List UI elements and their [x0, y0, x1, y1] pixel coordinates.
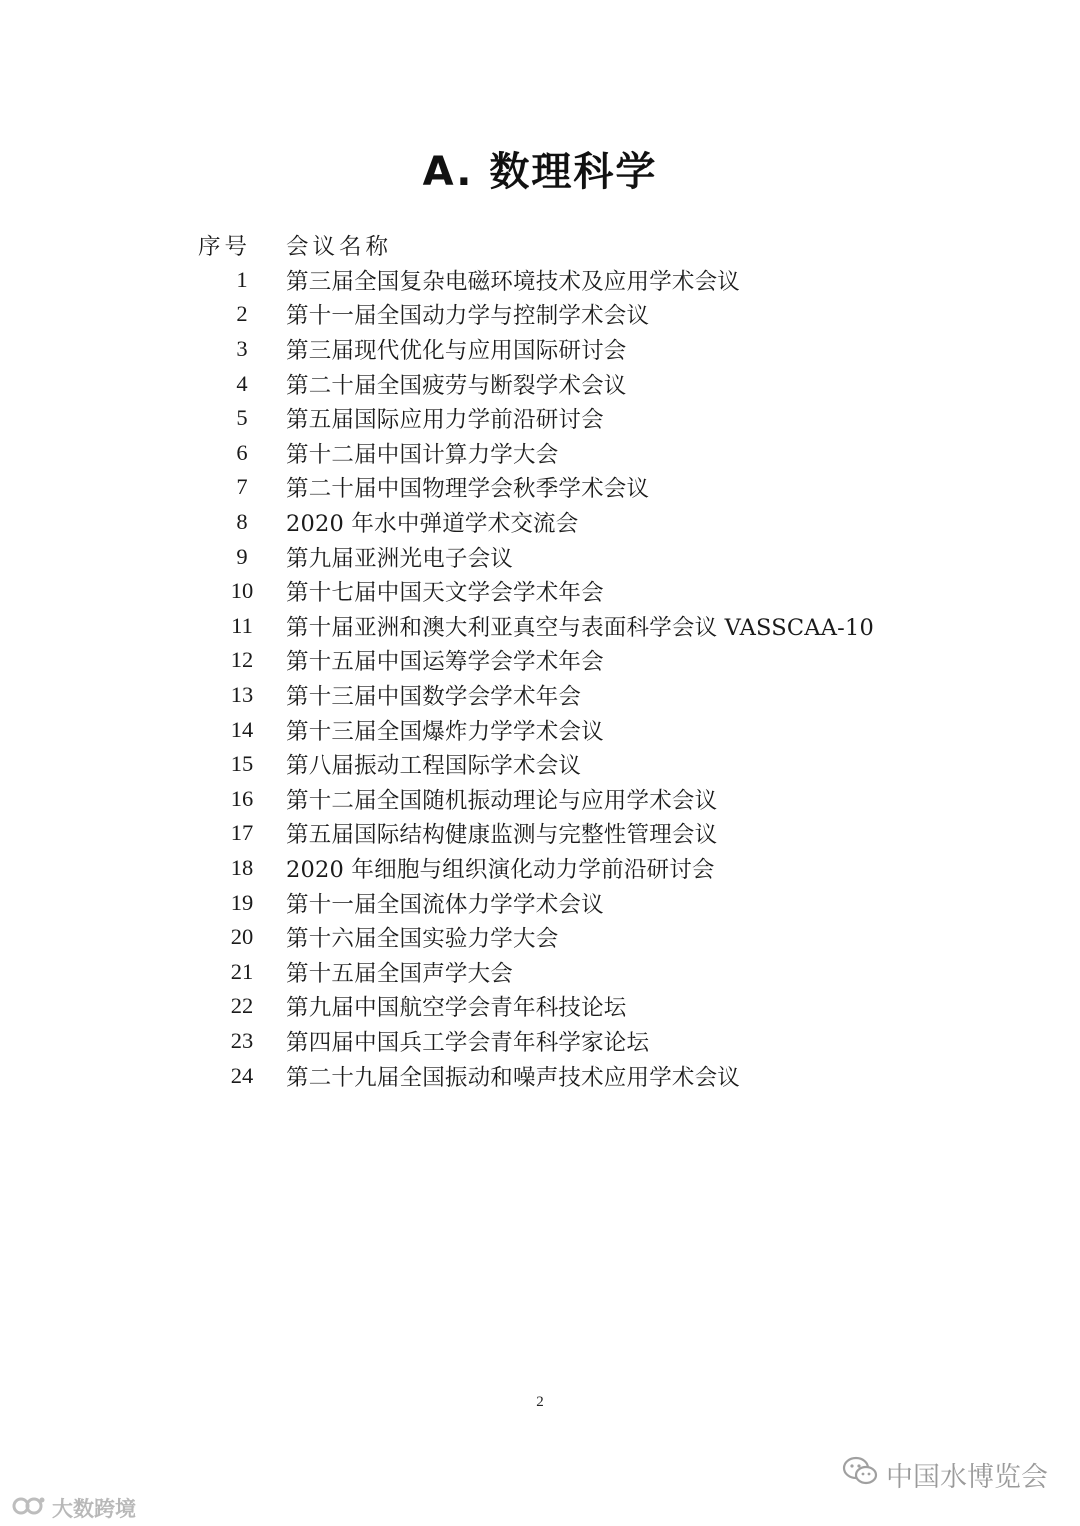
table-row	[198, 920, 958, 955]
conference-name: 第九届中国航空学会青年科技论坛	[286, 995, 627, 1022]
row-index: 24	[230, 1062, 254, 1088]
row-index: 1	[236, 266, 248, 292]
table-row	[198, 263, 958, 298]
conference-name: 第十五届全国声学大会	[286, 960, 514, 987]
table-row	[198, 712, 958, 747]
row-index: 5	[236, 405, 248, 431]
row-index: 13	[230, 682, 254, 708]
conference-name: 第十三届全国爆炸力学学术会议	[286, 718, 604, 745]
row-index: 2	[236, 301, 248, 327]
table-row	[198, 539, 958, 574]
table-row	[198, 989, 958, 1024]
logo-icon	[12, 1495, 46, 1522]
table-row	[198, 782, 958, 817]
row-index: 19	[230, 889, 254, 915]
conference-name: 第十七届中国天文学会学术年会	[286, 580, 604, 607]
conference-name: 第二十届中国物理学会秋季学术会议	[286, 476, 650, 503]
row-index: 20	[230, 924, 254, 950]
conference-name: 第五届国际应用力学前沿研讨会	[286, 407, 604, 434]
table-row	[198, 643, 958, 678]
conference-name: 第十五届中国运筹学会学术年会	[286, 649, 604, 676]
table-header	[198, 228, 958, 263]
conference-name: 第十届亚洲和澳大利亚真空与表面科学会议 VASSCAA-10	[286, 614, 875, 641]
row-index: 6	[236, 439, 248, 465]
conference-name: 2020 年水中弹道学术交流会	[286, 511, 579, 538]
conference-name: 第三届全国复杂电磁环境技术及应用学术会议	[286, 268, 741, 295]
table-row	[198, 574, 958, 609]
watermark-right	[842, 1455, 1048, 1494]
conference-name: 2020 年细胞与组织演化动力学前沿研讨会	[286, 856, 715, 883]
watermark-right-text: 中国水博览会	[886, 1462, 1048, 1493]
conference-name: 第十一届全国流体力学学术会议	[286, 891, 604, 918]
table-body	[198, 263, 958, 1093]
row-index: 21	[230, 958, 254, 984]
row-index: 4	[236, 370, 248, 396]
row-index: 17	[230, 820, 254, 846]
row-index: 8	[236, 509, 248, 535]
conference-name: 第八届振动工程国际学术会议	[286, 753, 582, 780]
page-title: A. 数理科学	[422, 149, 658, 195]
table-row	[198, 401, 958, 436]
table-row	[198, 678, 958, 713]
conference-name: 第十六届全国实验力学大会	[286, 926, 559, 953]
conference-name: 第五届国际结构健康监测与完整性管理会议	[286, 822, 718, 849]
row-index: 18	[230, 854, 254, 880]
conference-name: 第十一届全国动力学与控制学术会议	[286, 303, 650, 330]
conference-name: 第二十九届全国振动和噪声技术应用学术会议	[286, 1064, 741, 1091]
table-row	[198, 505, 958, 540]
conference-name: 第九届亚洲光电子会议	[286, 545, 514, 572]
table-row	[198, 297, 958, 332]
row-index: 22	[230, 993, 254, 1019]
conference-name: 第十三届中国数学会学术年会	[286, 684, 582, 711]
row-index: 14	[230, 716, 254, 742]
row-index: 12	[230, 647, 254, 673]
header-name: 会议名称	[286, 234, 393, 261]
table-row	[198, 747, 958, 782]
table-row	[198, 1024, 958, 1059]
table-row	[198, 816, 958, 851]
table-row	[198, 470, 958, 505]
watermark-left-text: 大数跨境	[52, 1497, 136, 1521]
watermark-left	[12, 1493, 136, 1523]
wechat-icon	[842, 1456, 878, 1493]
conference-name: 第十二届全国随机振动理论与应用学术会议	[286, 787, 718, 814]
conference-name: 第十二届中国计算力学大会	[286, 441, 559, 468]
row-index: 9	[236, 543, 248, 569]
row-index: 23	[230, 1027, 254, 1053]
conference-name: 第四届中国兵工学会青年科学家论坛	[286, 1029, 650, 1056]
table-row	[198, 954, 958, 989]
table-row	[198, 885, 958, 920]
row-index: 11	[231, 612, 253, 638]
row-index: 15	[230, 751, 254, 777]
table-row	[198, 436, 958, 471]
conference-name: 第三届现代优化与应用国际研讨会	[286, 338, 627, 365]
table-row	[198, 1058, 958, 1093]
conference-name: 第二十届全国疲劳与断裂学术会议	[286, 372, 627, 399]
conference-table	[198, 228, 958, 1093]
header-index: 序号	[198, 234, 252, 260]
row-index: 3	[236, 336, 248, 362]
row-index: 7	[236, 474, 248, 500]
row-index: 16	[230, 785, 254, 811]
page-number: 2	[536, 1394, 544, 1410]
table-row	[198, 366, 958, 401]
table-row	[198, 851, 958, 886]
row-index: 10	[230, 578, 254, 604]
table-row	[198, 332, 958, 367]
table-row	[198, 609, 958, 644]
